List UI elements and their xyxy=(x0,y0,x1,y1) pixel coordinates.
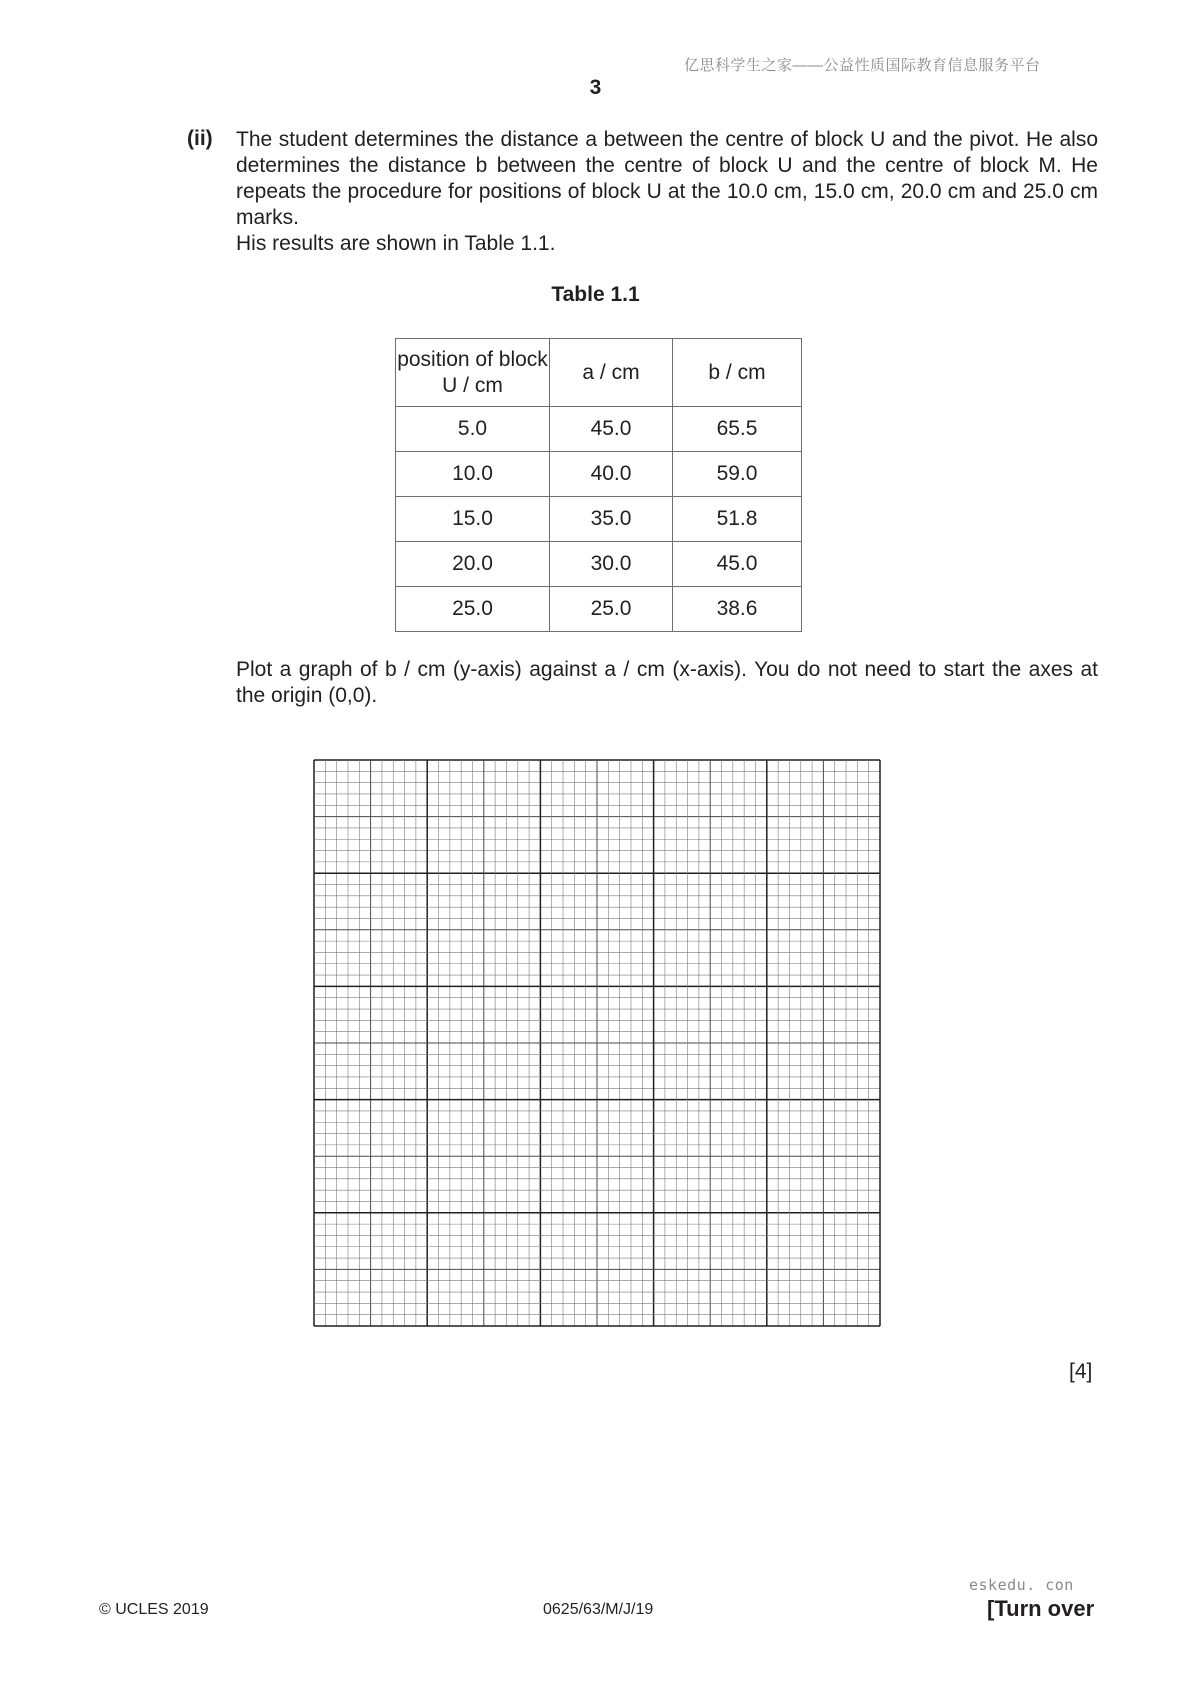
watermark-footer: eskedu. con xyxy=(969,1576,1074,1594)
watermark-header: 亿思科学生之家——公益性质国际教育信息服务平台 xyxy=(684,57,1041,74)
table-cell: 59.0 xyxy=(673,452,802,497)
table-header-cell: a / cm xyxy=(550,339,673,407)
table-cell: 10.0 xyxy=(396,452,550,497)
question-part-label: (ii) xyxy=(187,127,213,150)
table-header-cell: position of block U / cm xyxy=(396,339,550,407)
table-cell: 45.0 xyxy=(550,407,673,452)
table-cell: 51.8 xyxy=(673,497,802,542)
copyright-notice: © UCLES 2019 xyxy=(99,1601,209,1618)
table-header-row xyxy=(396,339,802,407)
table-caption: Table 1.1 xyxy=(551,283,640,306)
table-cell: 65.5 xyxy=(673,407,802,452)
graph-paper-grid[interactable] xyxy=(313,759,881,1327)
table-cell: 35.0 xyxy=(550,497,673,542)
table-cell: 38.6 xyxy=(673,587,802,632)
table-cell: 45.0 xyxy=(673,542,802,587)
marks-allocation: [4] xyxy=(1069,1360,1093,1383)
table-row xyxy=(396,587,802,632)
table-row xyxy=(396,542,802,587)
table-row xyxy=(396,407,802,452)
results-table xyxy=(395,338,802,632)
question-paragraph: The student determines the distance a between the centre of block U and the pivot. He also determines the distance b between the centre of block U and the centre of block M. He repeats the procedure for positions of block U at the 10.0 cm, 15.0 cm, 20.0 cm and 25.0 cm marks. xyxy=(236,128,1098,229)
table-header-cell: b / cm xyxy=(673,339,802,407)
table-row xyxy=(396,452,802,497)
table-cell: 25.0 xyxy=(396,587,550,632)
question-text xyxy=(236,127,1098,257)
table-cell: 40.0 xyxy=(550,452,673,497)
table-cell: 25.0 xyxy=(550,587,673,632)
question-results-line: His results are shown in Table 1.1. xyxy=(236,232,556,255)
table-cell: 5.0 xyxy=(396,407,550,452)
table-cell: 20.0 xyxy=(396,542,550,587)
turn-over-label: [Turn over xyxy=(987,1596,1095,1621)
table-row xyxy=(396,497,802,542)
paper-code: 0625/63/M/J/19 xyxy=(543,1601,654,1618)
table-cell: 30.0 xyxy=(550,542,673,587)
plot-instruction: Plot a graph of b / cm (y-axis) against a / cm (x-axis). You do not need to start the axes at the origin (0,0). xyxy=(236,658,1098,707)
page-number: 3 xyxy=(589,76,602,99)
table-cell: 15.0 xyxy=(396,497,550,542)
